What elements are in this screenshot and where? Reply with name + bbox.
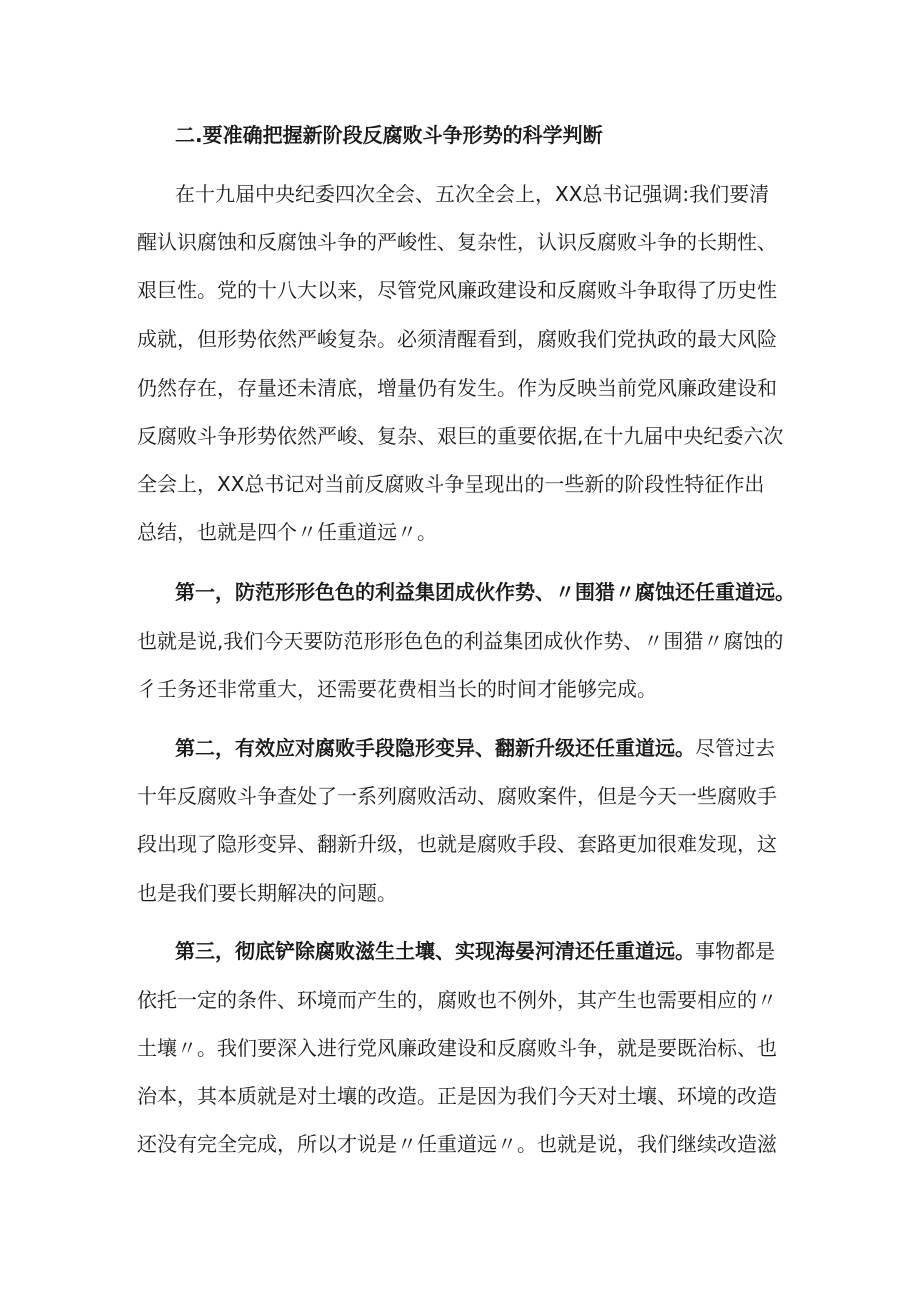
paragraph-4-line-2: 依托一定的条件、环境而产生的，腐败也不例外，其产生也需要相应的〃	[137, 988, 777, 1012]
paragraph-3-lead: 第二，有效应对腐败手段隐形变异、翻新升级还任重道远。	[175, 736, 695, 760]
paragraph-3-first-line-rest: 尽管过去	[695, 736, 775, 760]
paragraph-4-line-5: 还没有完全完成，所以才说是〃任重道远〃。也就是说，我们继续改造滋	[137, 1132, 777, 1156]
paragraph-1-line-3: 艰巨性。党的十八大以来，尽管党风廉政建设和反腐败斗争取得了历史性	[137, 278, 777, 302]
paragraph-1-line-8: 总结，也就是四个〃任重道远〃。	[137, 520, 437, 544]
paragraph-2-line-1: 也就是说,我们今天要防范形形色色的利益集团成伙作势、〃围猎〃腐蚀的	[137, 629, 784, 653]
paragraph-4-line-1	[175, 937, 775, 965]
paragraph-1-line-4: 成就，但形势依然严峻复杂。必须清醒看到，腐败我们党执政的最大风险	[137, 327, 777, 351]
paragraph-1-line-1: 在十九届中央纪委四次全会、五次全会上，XX总书记强调:我们要清	[175, 182, 770, 206]
paragraph-3-line-1	[175, 734, 775, 762]
paragraph-2-lead: 第一，防范形形色色的利益集团成伙作势、〃围猎〃腐蚀还任重道远。	[175, 580, 795, 604]
paragraph-1-line-5: 仍然存在，存量还未清底，增量仍有发生。作为反映当前党风廉政建设和	[137, 376, 777, 400]
paragraph-3-line-2: 十年反腐败斗争查处了一系列腐败活动、腐败案件，但是今天一些腐败手	[137, 784, 777, 808]
paragraph-2-line-2: 彳壬务还非常重大，还需要花费相当长的时间才能够完成。	[137, 677, 657, 701]
paragraph-1-line-7: 全会上，XX总书记对当前反腐败斗争呈现出的一些新的阶段性特征作出	[137, 472, 765, 496]
paragraph-4-line-3: 土壤〃。我们要深入进行党风廉政建设和反腐败斗争，就是要既治标、也	[137, 1036, 777, 1060]
paragraph-3-line-4: 也是我们要长期解决的问题。	[137, 881, 397, 905]
paragraph-4-line-4: 治本，其本质就是对土壤的改造。正是因为我们今天对土壤、环境的改造	[137, 1084, 777, 1108]
paragraph-3-line-3: 段出现了隐形变异、翻新升级，也就是腐败手段、套路更加很难发现，这	[137, 832, 777, 856]
paragraph-1-line-2: 醒认识腐蚀和反腐蚀斗争的严峻性、复杂性，认识反腐败斗争的长期性、	[137, 230, 777, 254]
section-heading: 二.要准确把握新阶段反腐败斗争形势的科学判断	[175, 123, 603, 147]
paragraph-4-first-line-rest: 事物都是	[695, 939, 775, 963]
paragraph-4-lead: 第三，彻底铲除腐败滋生土壤、实现海晏河清还任重道远。	[175, 939, 695, 963]
paragraph-1-line-6: 反腐败斗争形势依然严峻、复杂、艰巨的重要依据,在十九届中央纪委六次	[137, 424, 784, 448]
